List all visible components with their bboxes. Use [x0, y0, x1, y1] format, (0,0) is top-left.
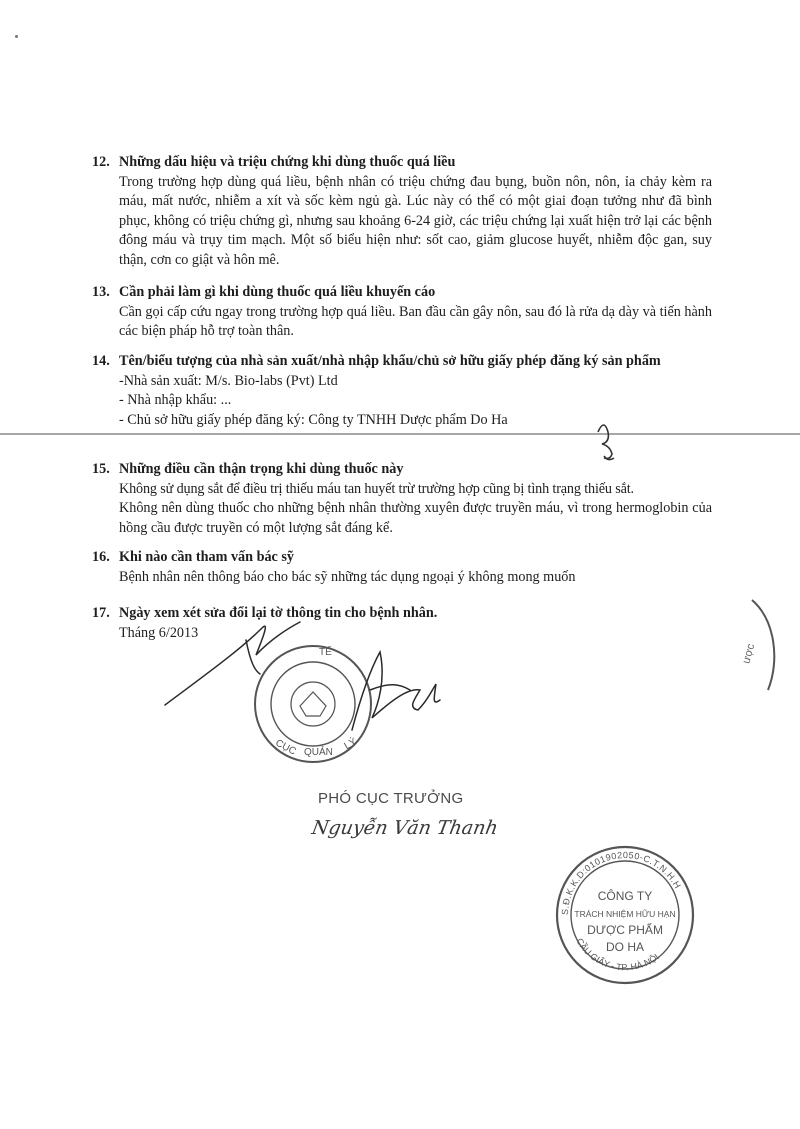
company-stamp: [557, 847, 693, 983]
license-holder-line: - Chủ sở hữu giấy phép đăng ký: Công ty TNHH Dược phẩm Do Ha: [119, 411, 508, 428]
section-number: 14.: [92, 353, 110, 369]
section-body: Trong trường hợp dùng quá liều, bệnh nhân có triệu chứng đau bụng, buồn nôn, nôn, ỉa chảy kèm ra máu, mất nước, nhiễm a xít và sốc kèm ngủ gà. Lúc này có thể có một giai đoạn tưởng như đã bình phục, không có triệu chứng gì, nhưng sau khoảng 6-24 giờ, các triệu chứng lại xuất hiện trở lại các bệnh đông máu và trụy tim mạch. Một số biểu hiện như: sốt cao, giảm glucose huyết, nhiễm độc gan, suy thận, cơn co giật và hôn mê.: [119, 173, 712, 268]
stamp-bottom-text: CẦU GIẤY - TP. HÀ NỘI: [574, 936, 661, 973]
section-number: 12.: [92, 154, 110, 170]
initials-mark: [598, 425, 614, 460]
stamp-ring-text: S.Đ.K.K.D:0101902050-C.T.N.H.H: [559, 849, 683, 916]
signatory-title: PHÓ CỤC TRƯỞNG: [318, 790, 464, 807]
section-number: 15.: [92, 461, 110, 477]
section-title: Tên/biểu tượng của nhà sản xuất/nhà nhập khẩu/chủ sở hữu giấy phép đăng ký sản phẩm: [119, 353, 661, 369]
revision-date: Tháng 6/2013: [119, 624, 199, 641]
section-number: 16.: [92, 549, 110, 565]
seal-text: TẾ: [319, 647, 332, 658]
section-number: 13.: [92, 284, 110, 300]
stamp-line: TRÁCH NHIỆM HỮU HẠN: [574, 909, 676, 919]
stamp-line: DO HA: [605, 940, 645, 954]
section-body: Bệnh nhân nên thông báo cho bác sỹ những tác dụng ngoại ý không mong muốn: [119, 568, 576, 585]
seal-text: QUẢN: [304, 747, 333, 758]
seal-text: LÝ: [342, 736, 359, 753]
signatory-block: [310, 790, 538, 839]
section-title: Cần phải làm gì khi dùng thuốc quá liều khuyến cáo: [119, 284, 436, 300]
section-title: Ngày xem xét sửa đổi lại tờ thông tin cho bệnh nhân.: [119, 605, 438, 621]
section-body: Không sử dụng sắt để điều trị thiếu máu tan huyết trừ trường hợp cũng bị tình trạng thiếu sắt.: [119, 480, 634, 497]
seal-text: CỤC: [273, 737, 298, 758]
section-number: 17.: [92, 605, 110, 621]
handwritten-signature: [165, 622, 440, 730]
section-title: Những điều cần thận trọng khi dùng thuốc này: [119, 461, 404, 477]
manufacturer-line: -Nhà sản xuất: M/s. Bio-labs (Pvt) Ltd: [119, 372, 338, 389]
stamp-line: DƯỢC PHẨM: [587, 923, 663, 937]
importer-line: - Nhà nhập khẩu: ...: [119, 392, 232, 408]
section-title: Khi nào cần tham vấn bác sỹ: [119, 549, 295, 565]
stamp-fragment-text: ược: [740, 642, 758, 665]
section-body: Cần gọi cấp cứu ngay trong trường hợp quá liều. Ban đầu cần gây nôn, sau đó là rửa dạ dày và tiến hành các biện pháp hỗ trợ toàn thân.: [119, 303, 712, 339]
section-body: Không nên dùng thuốc cho những bệnh nhân thường xuyên được truyền máu, vì trong hermoglobin của hồng cầu được truyền có một lượng sắt đáng kể.: [119, 500, 712, 536]
official-seal: [255, 645, 371, 762]
stamp-line: CÔNG TY: [597, 889, 653, 903]
partial-stamp-fragment: [740, 600, 774, 690]
signatory-name: Nguyễn Văn Thanh: [310, 817, 500, 839]
section-title: Những dấu hiệu và triệu chứng khi dùng thuốc quá liều: [119, 154, 456, 170]
